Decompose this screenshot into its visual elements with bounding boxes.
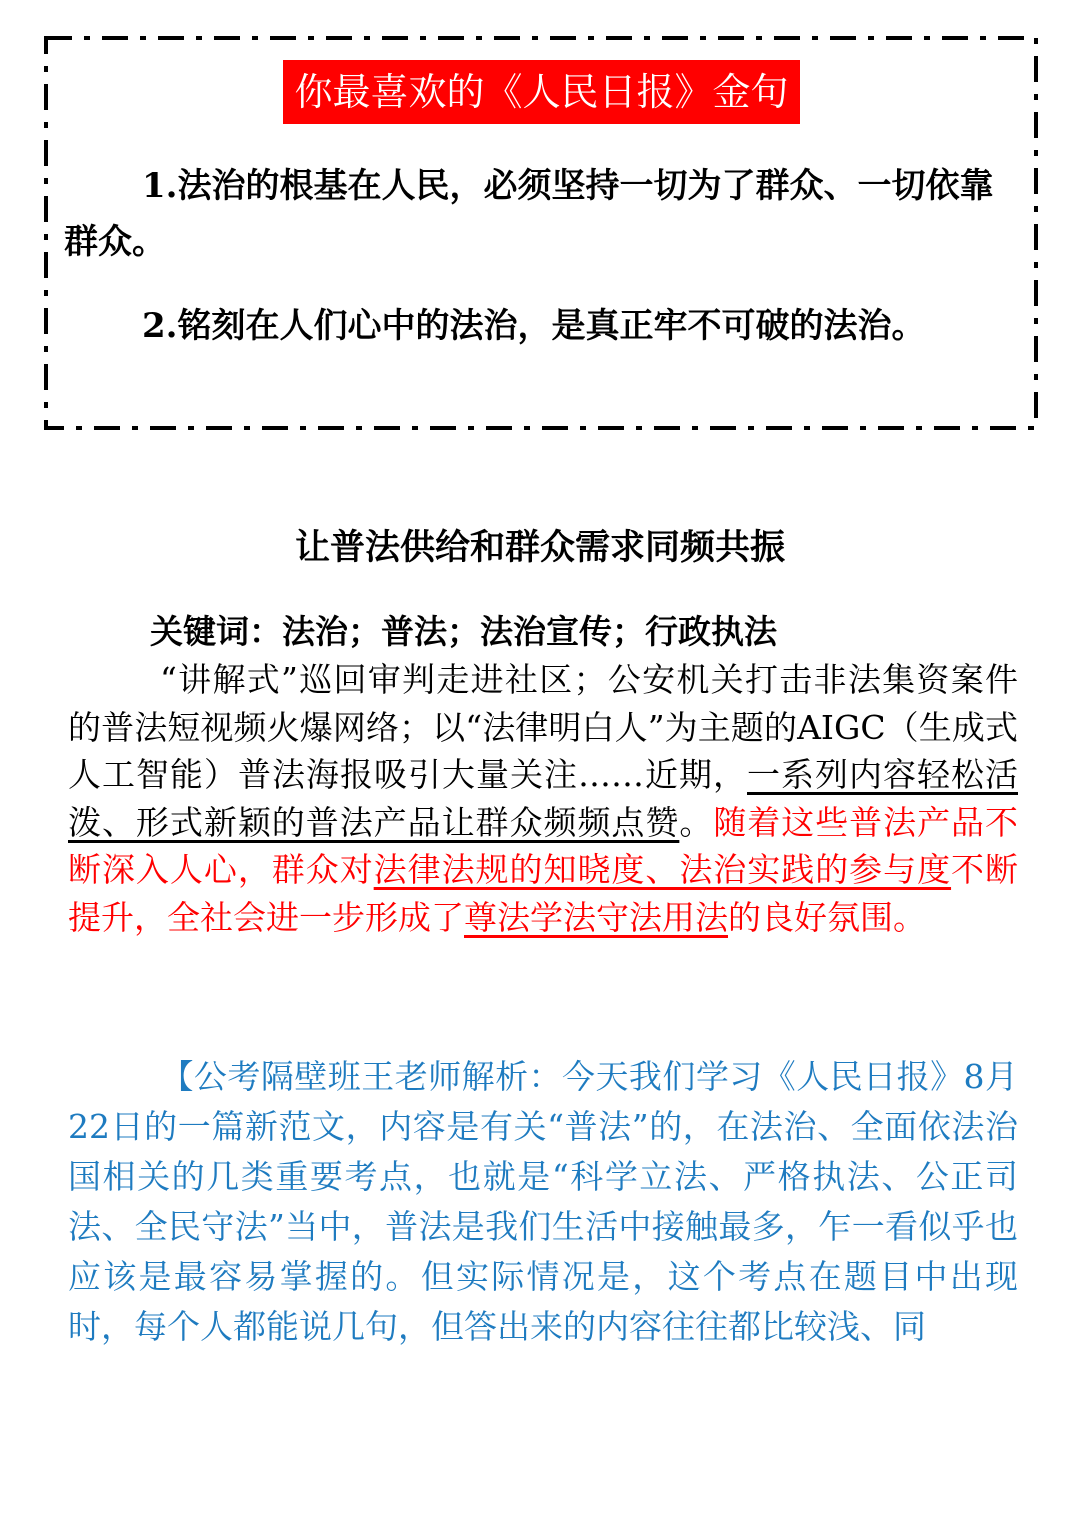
quote-item-2-text: 2.铭刻在人们心中的法治，是真正牢不可破的法治。: [142, 306, 926, 346]
body-red-text: 的良好氛围。: [728, 897, 926, 937]
body-red-text: 不断提升，全社会进一步形成了: [68, 850, 1019, 937]
article-body: [68, 656, 1018, 941]
analysis-paragraph: [68, 1052, 1018, 1352]
body-text: 。: [679, 802, 714, 842]
body-red-underlined-text: 法律法规的知晓度、法治实践的参与度: [373, 850, 952, 889]
body-text: “讲解式”巡回审判走进社区；公安机关打击非法集资案件的普法短视频火爆网络；以“法律明白人”为主题的AIGC（生成式人工智能）普法海报吸引大量关注……近期，: [68, 660, 1018, 794]
quote-item-2: [64, 298, 1004, 354]
body-underlined-text: 一系列内容轻松活泼、形式新颖的普法产品让群众频频点赞: [68, 755, 1018, 842]
article-title: 让普法供给和群众需求同频共振: [294, 527, 785, 568]
quote-item-1: [64, 158, 1004, 270]
quote-item-1-text: 1.法治的根基在人民，必须坚持一切为了群众、一切依靠群众。: [64, 166, 994, 262]
quote-box-title: 你最喜欢的《人民日报》金句: [283, 60, 800, 124]
analysis-text: 【公考隔壁班王老师解析：今天我们学习《人民日报》8月22日的一篇新范文，内容是有关“普法”的，在法治、全面依法治国相关的几类重要考点，也就是“科学立法、严格执法、公正司法、全民守法”当中，普法是我们生活中接触最多，乍一看似乎也应该是最容易掌握的。但实际情况是，这个考点在题目中出现时，每个人都能说几句，但答出来的内容往往都比较浅、同: [68, 1057, 1018, 1346]
body-red-text: 随着这些普法产品不断深入人心，群众对: [68, 802, 1019, 889]
body-red-underlined-text: 尊法学法守法用法: [464, 897, 728, 937]
article-keywords: 关键词：法治；普法；法治宣传；行政执法: [150, 612, 777, 651]
